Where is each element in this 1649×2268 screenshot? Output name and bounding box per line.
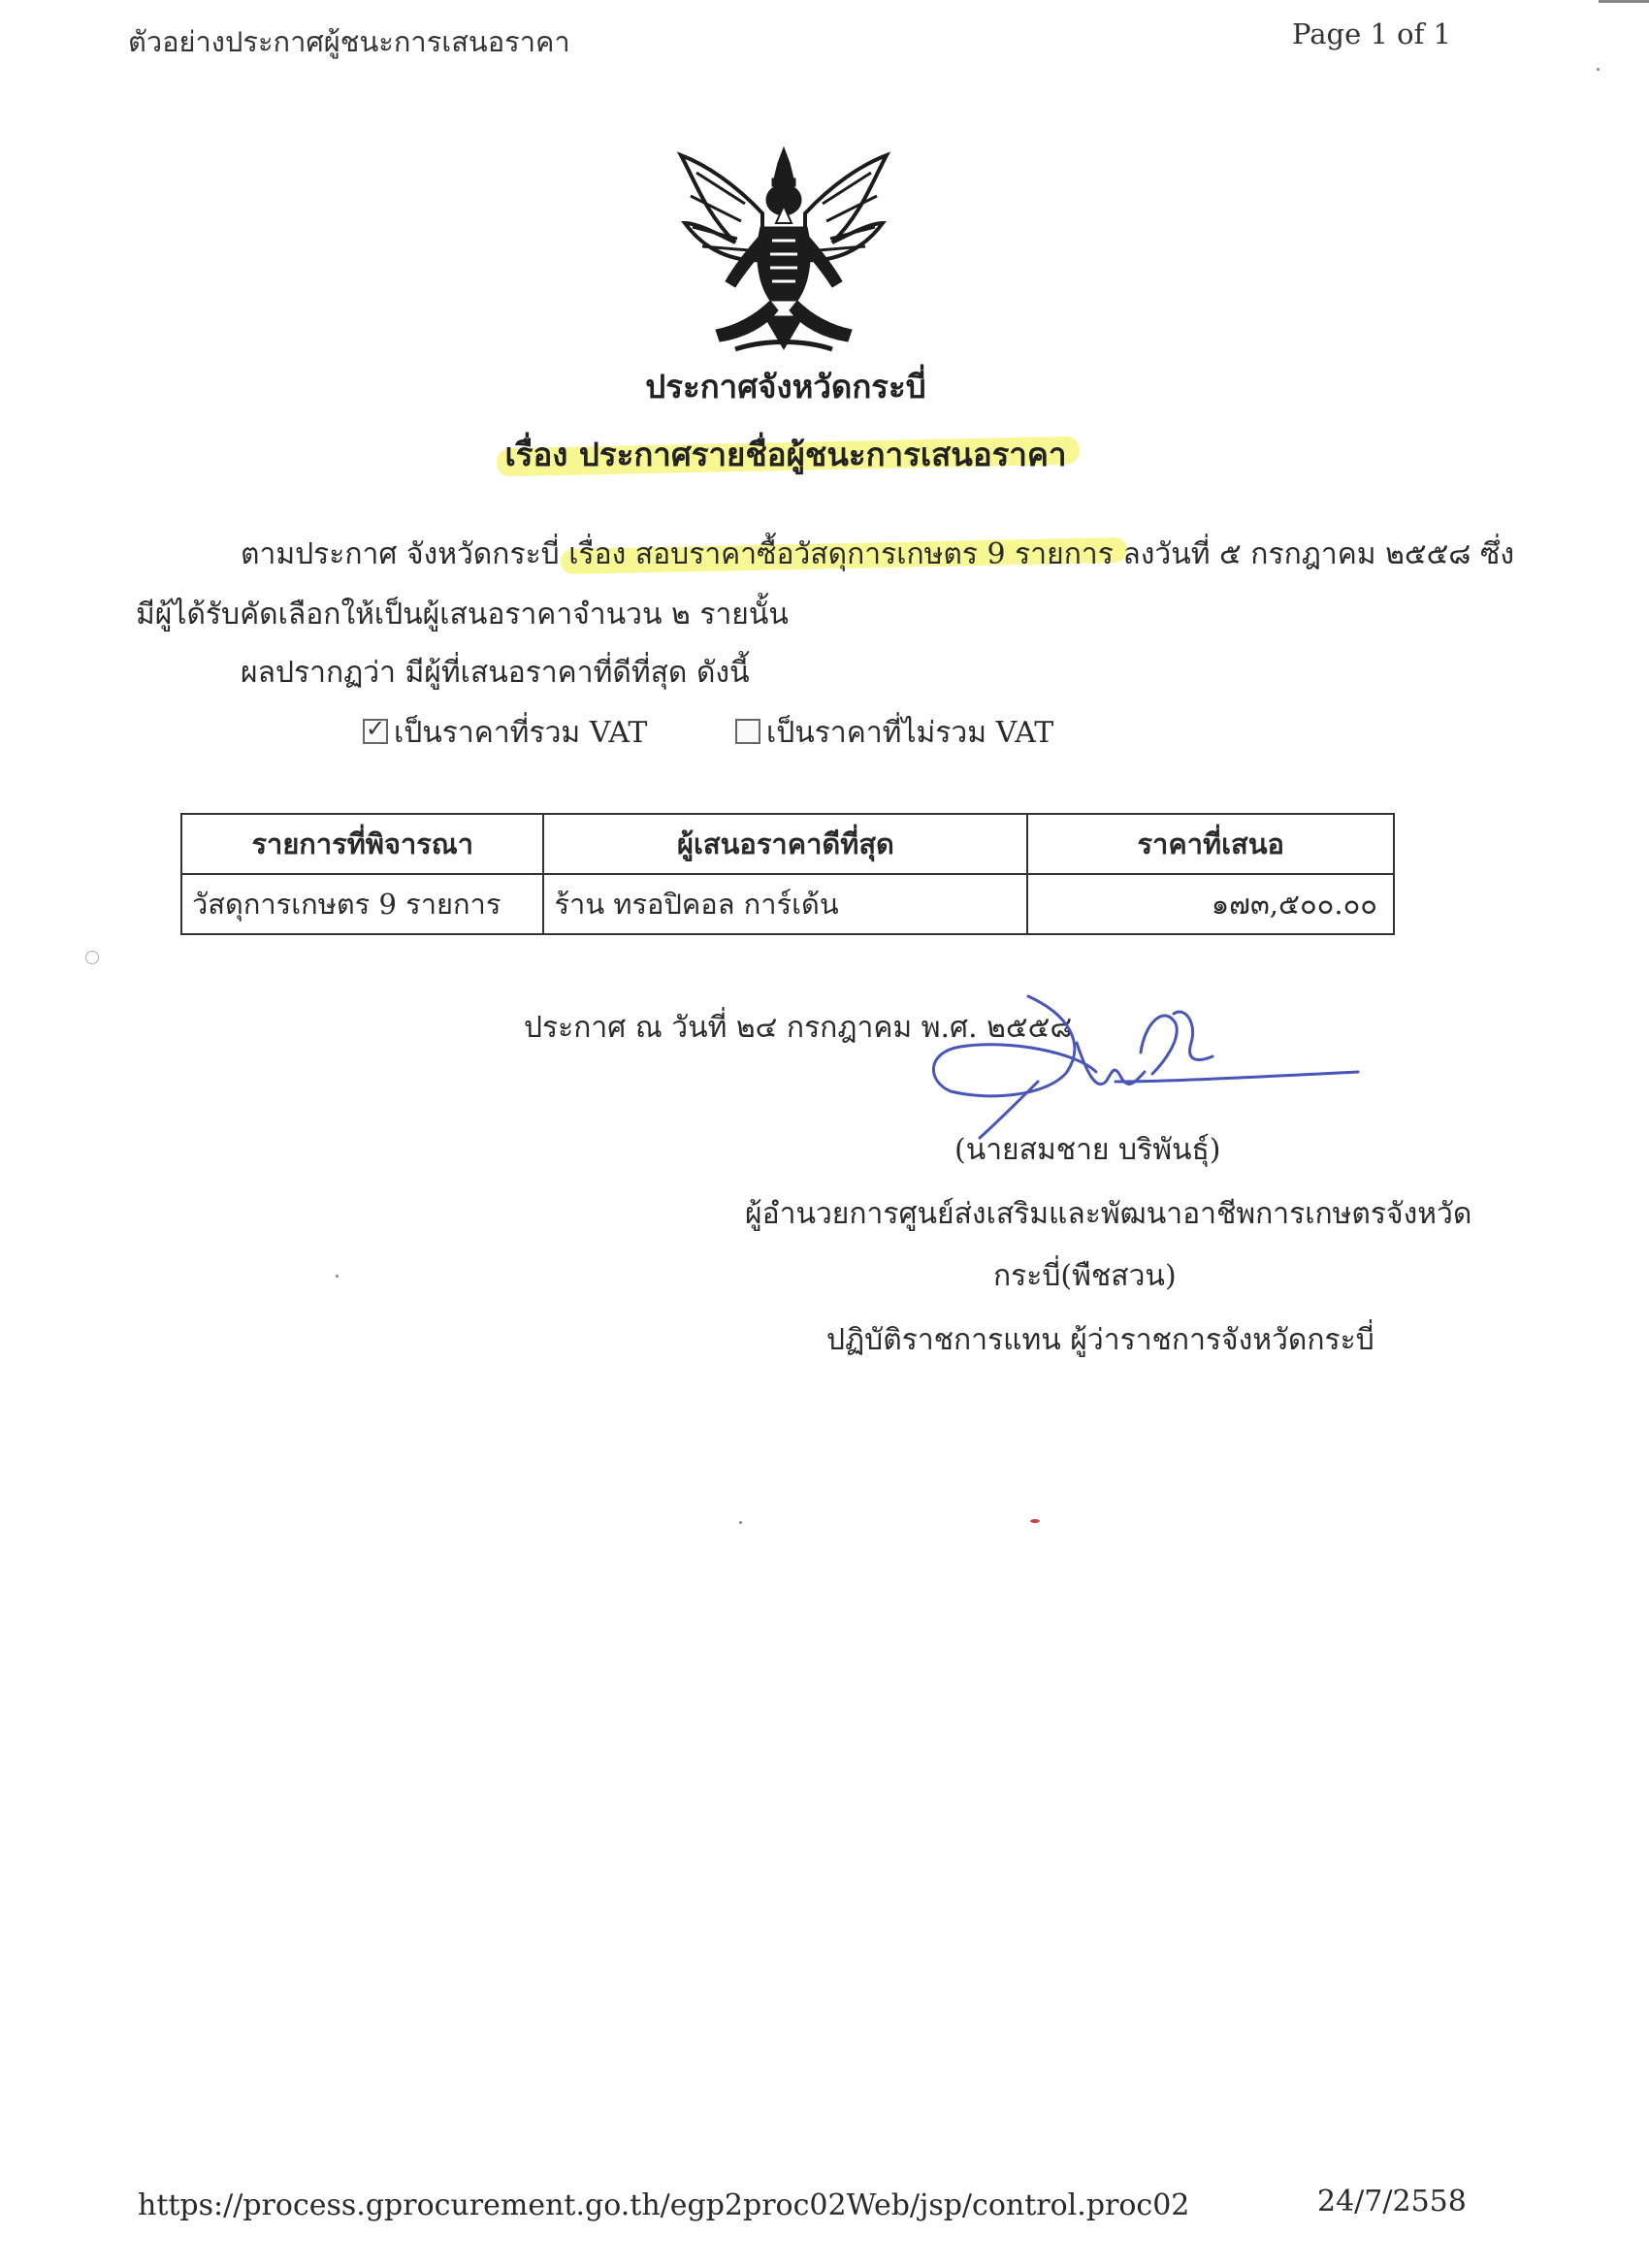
page-number: Page 1 of 1 [1292,17,1451,50]
handwritten-signature-icon [931,985,1377,1140]
vat-exclude-option [735,710,1053,756]
column-header-bidder: ผู้เสนอราคาดีที่สุด [543,814,1027,874]
subject-prefix: เรื่อง [504,436,579,473]
award-table [180,813,1395,935]
table-row [181,874,1394,934]
signatory-name: (นายสมชาย บริพันธุ์) [954,1133,1221,1167]
signatory-position-line1: ผู้อำนวยการศูนย์ส่งเสริมและพัฒนาอาชีพการเกษตรจังหวัด [745,1197,1472,1231]
vat-include-label: เป็นราคาที่รวม VAT [394,716,648,750]
vat-include-checkbox [363,715,388,744]
paragraph-result: ผลปรากฏว่า มีผู้ที่เสนอราคาที่ดีที่สุด ดังนี้ [241,656,750,690]
paragraph-intro-part-b: ลงวันที่ ๕ กรกฎาคม ๒๕๕๘ ซึ่ง [1113,537,1514,571]
vat-exclude-label: เป็นราคาที่ไม่รวม VAT [766,716,1054,750]
paragraph-intro-highlight: เรื่อง สอบราคาซื้อวัสดุการเกษตร 9 รายการ [568,537,1114,571]
scan-artifact [1030,1519,1040,1523]
scan-artifact [336,1275,339,1278]
announcement-date: ประกาศ ณ วันที่ ๒๔ กรกฎาคม พ.ศ. ๒๕๕๘ [524,1011,1073,1045]
source-url: https://process.gprocurement.go.th/egp2proc02Web/jsp/control.proc02 [138,2188,1190,2222]
signatory-acting-line: ปฏิบัติราชการแทน ผู้ว่าราชการจังหวัดกระบี่ [826,1323,1374,1357]
announcement-heading: ประกาศจังหวัดกระบี่ [645,368,926,405]
subject-text: ประกาศรายชื่อผู้ชนะการเสนอราคา [578,436,1067,473]
scan-artifact [739,1521,742,1524]
print-date: 24/7/2558 [1317,2185,1467,2219]
scan-artifact [85,951,99,964]
announcement-subject [0,429,1571,480]
vat-include-option [363,710,647,756]
cell-price: ๑๗๓,๕๐๐.๐๐ [1027,874,1394,934]
paragraph-intro [241,532,1514,577]
cell-bidder: ร้าน ทรอปิคอล การ์เด้น [543,874,1027,934]
table-header-row [181,814,1394,874]
garuda-emblem-icon [677,146,890,359]
checkmark-icon: ✓ [366,715,386,742]
cell-item: วัสดุการเกษตร 9 รายการ [181,874,543,934]
paragraph-intro-part-a: ตามประกาศ จังหวัดกระบี่ [241,537,569,571]
scan-artifact [1597,68,1600,71]
column-header-price: ราคาที่เสนอ [1027,814,1394,874]
scan-artifact [1599,0,1649,3]
paragraph-candidates: มีผู้ได้รับคัดเลือกให้เป็นผู้เสนอราคาจำนวน ๒ รายนั้น [136,598,789,632]
column-header-item: รายการที่พิจารณา [181,814,543,874]
vat-exclude-checkbox [735,719,760,744]
document-header-title: ตัวอย่างประกาศผู้ชนะการเสนอราคา [128,25,570,58]
signatory-position-line2: กระบี่(พืชสวน) [993,1259,1177,1293]
